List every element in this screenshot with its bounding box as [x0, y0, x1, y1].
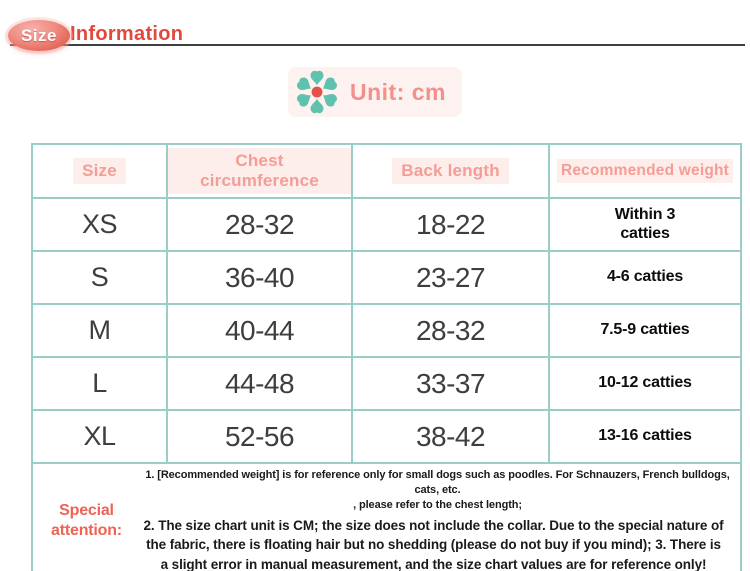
cell-weight: 7.5-9 catties: [549, 304, 741, 357]
cell-back: 33-37: [352, 357, 549, 410]
col-header-weight-label: Recommended weight: [557, 159, 733, 183]
col-header-back-label: Back length: [392, 158, 509, 184]
unit-row: [0, 70, 750, 114]
special-attention-label: Special attention:: [51, 502, 122, 540]
unit-label: Unit: cm: [350, 78, 446, 105]
cell-chest: 28-32: [167, 198, 352, 251]
cell-chest: 52-56: [167, 410, 352, 463]
note-2: 2. The size chart unit is CM; the size does not include the collar. Due to the special nature of the fabric, there is floating hair but no shedding (please do not buy if you mind); 3. There is a slight error in manual measurement, and the size chart values are for reference only!: [143, 517, 724, 571]
notes-cell: [32, 463, 741, 571]
cell-chest: 40-44: [167, 304, 352, 357]
cell-size: S: [32, 251, 167, 304]
cell-weight: 13-16 catties: [549, 410, 741, 463]
notes-row: [32, 463, 741, 571]
col-header-back: [352, 144, 549, 198]
cell-back: 38-42: [352, 410, 549, 463]
size-table: [31, 143, 742, 571]
table-row-s: [32, 251, 741, 304]
col-header-chest-label: Chest circumference: [168, 148, 351, 194]
cell-back: 23-27: [352, 251, 549, 304]
cell-size: L: [32, 357, 167, 410]
table-row-l: [32, 357, 741, 410]
col-header-chest: [167, 144, 352, 198]
col-header-weight: [549, 144, 741, 198]
col-header-size-label: Size: [73, 158, 126, 184]
flower-icon: [294, 69, 340, 115]
cell-back: 18-22: [352, 198, 549, 251]
notes-body: [133, 464, 740, 571]
page-title: Information: [70, 23, 184, 45]
cell-chest: 44-48: [167, 357, 352, 410]
col-header-size: [32, 144, 167, 198]
cell-size: XS: [32, 198, 167, 251]
table-row-xl: [32, 410, 741, 463]
table-header-row: [32, 144, 741, 198]
cell-weight: 4-6 catties: [549, 251, 741, 304]
note-1: 1. [Recommended weight] is for reference only for small dogs such as poodles. For Schnauzers, French bulldogs, cats, etc. , please refer to the chest length;: [145, 469, 730, 511]
cell-size: M: [32, 304, 167, 357]
size-badge: [8, 20, 70, 51]
table-row-xs: [32, 198, 741, 251]
cell-chest: 36-40: [167, 251, 352, 304]
cell-size: XL: [32, 410, 167, 463]
table-row-m: [32, 304, 741, 357]
cell-weight: 10-12 catties: [549, 357, 741, 410]
cell-weight: Within 3 catties: [549, 198, 741, 251]
cell-back: 28-32: [352, 304, 549, 357]
unit-inner: [288, 67, 462, 117]
size-badge-label: Size: [20, 25, 58, 45]
